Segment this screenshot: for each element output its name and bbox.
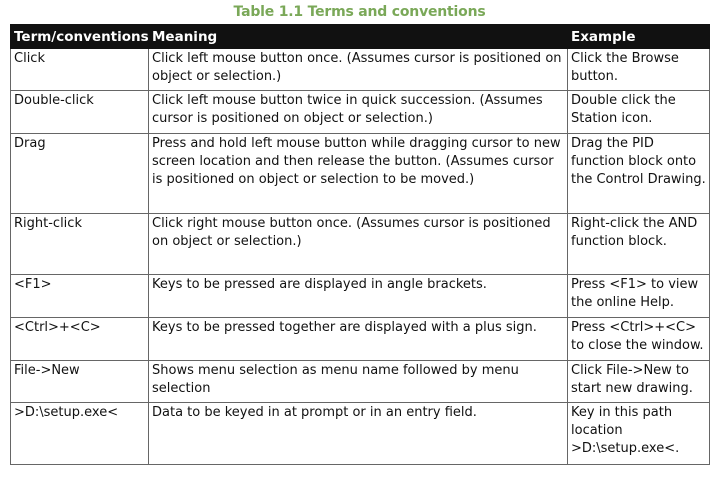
table-row [11,318,710,361]
terms-table [10,24,710,465]
meaning-cell: Keys to be pressed are displayed in angle brackets. [149,275,568,318]
table-row [11,91,710,134]
header-meaning: Meaning [149,25,568,49]
example-cell: Click File->New to start new drawing. [568,361,710,403]
table-caption: Table 1.1 Terms and conventions [233,4,486,20]
example-cell: Double click the Station icon. [568,91,710,134]
term-cell: File->New [11,361,149,403]
term-cell: >D:\setup.exe< [11,403,149,465]
meaning-cell: Click left mouse button twice in quick succession. (Assumes cursor is positioned on object or selection.) [149,91,568,134]
meaning-cell: Press and hold left mouse button while dragging cursor to new screen location and then release the button. (Assumes cursor is positioned on object or selection to be moved.) [149,134,568,214]
term-cell: Double-click [11,91,149,134]
example-cell: Drag the PID function block onto the Control Drawing. [568,134,710,214]
table-row [11,214,710,275]
meaning-cell: Data to be keyed in at prompt or in an entry field. [149,403,568,465]
term-cell: Right-click [11,214,149,275]
term-cell: <Ctrl>+<C> [11,318,149,361]
table-row [11,49,710,91]
table-row [11,403,710,465]
meaning-cell: Shows menu selection as menu name followed by menu selection [149,361,568,403]
example-cell: Click the Browse button. [568,49,710,91]
example-cell: Right-click the AND function block. [568,214,710,275]
meaning-cell: Click left mouse button once. (Assumes cursor is positioned on object or selection.) [149,49,568,91]
term-cell: Drag [11,134,149,214]
example-cell: Press <Ctrl>+<C> to close the window. [568,318,710,361]
meaning-cell: Keys to be pressed together are displayed with a plus sign. [149,318,568,361]
header-term: Term/conventions [11,25,149,49]
term-cell: <F1> [11,275,149,318]
header-row [11,25,710,49]
header-example: Example [568,25,710,49]
example-cell: Press <F1> to view the online Help. [568,275,710,318]
meaning-cell: Click right mouse button once. (Assumes cursor is positioned on object or selection.) [149,214,568,275]
example-cell: Key in this path location >D:\setup.exe<. [568,403,710,465]
table-row [11,134,710,214]
term-cell: Click [11,49,149,91]
table-row [11,275,710,318]
table-row [11,361,710,403]
